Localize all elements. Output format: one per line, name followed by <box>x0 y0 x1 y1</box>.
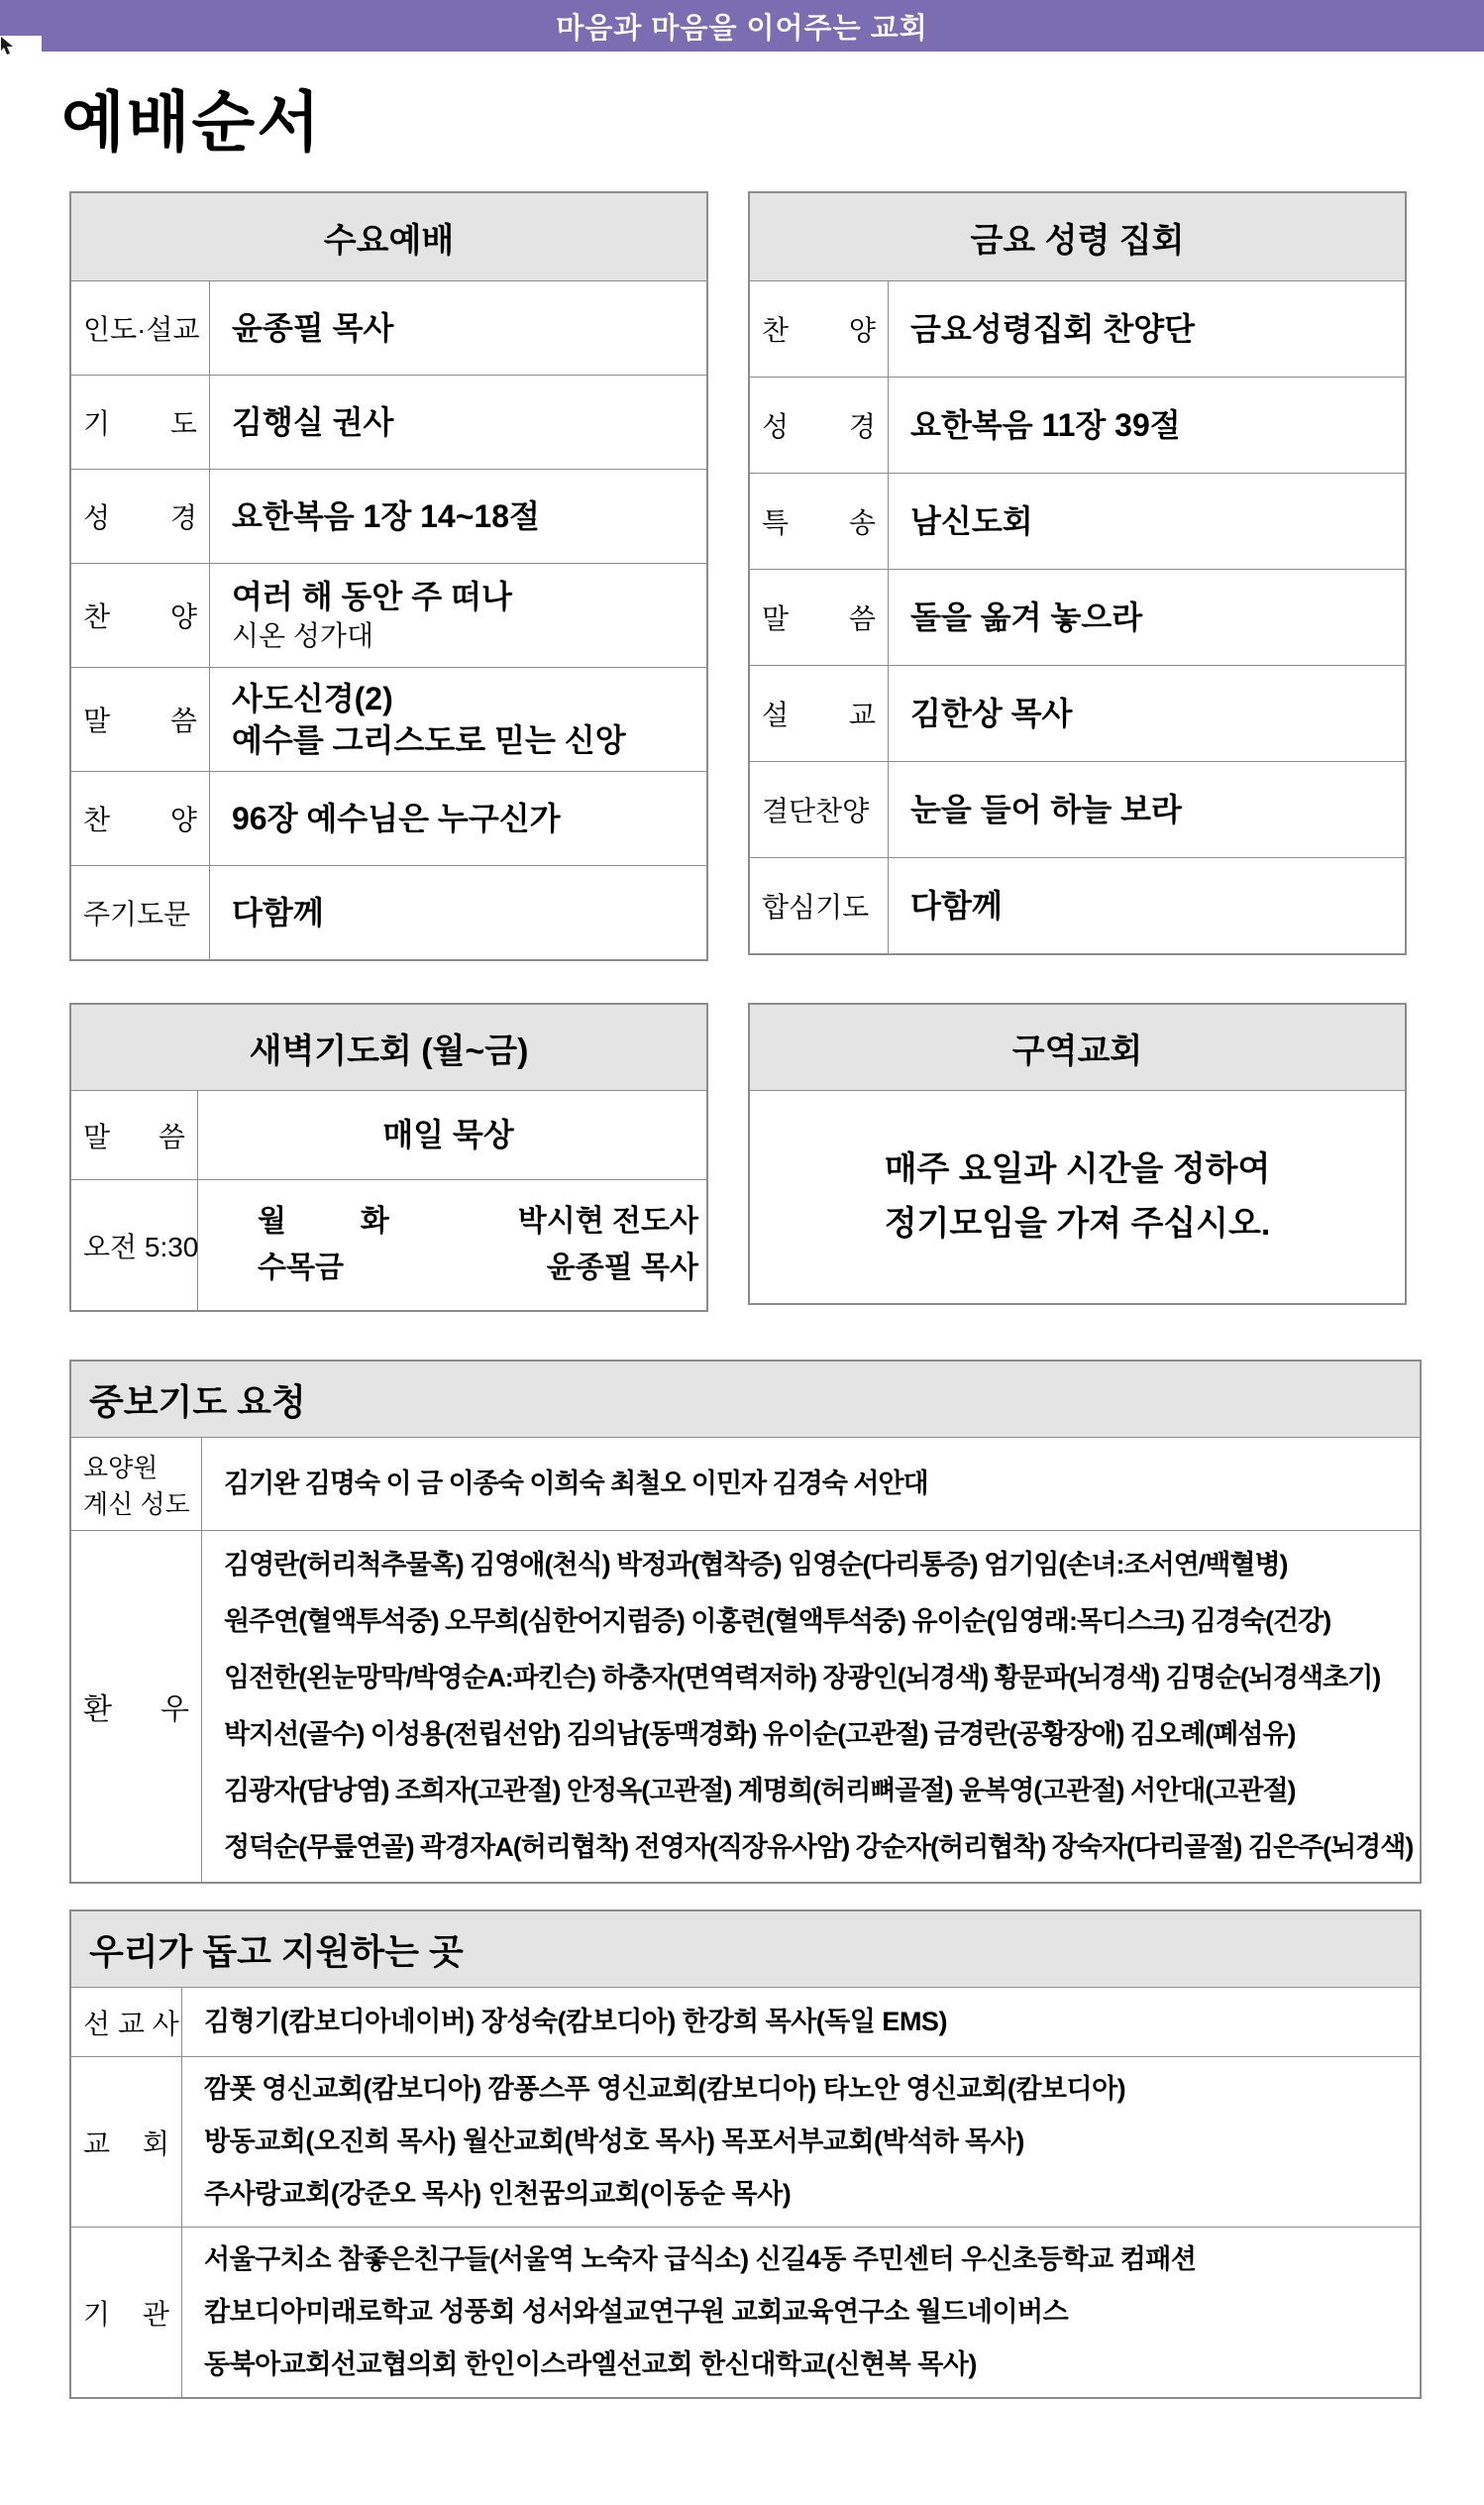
church-line: 깜폿 영신교회(캄보디아) 깜퐁스푸 영신교회(캄보디아) 타노안 영신교회(캄보디아) <box>204 2074 1126 2104</box>
table-row <box>750 665 1405 761</box>
row-value: 요한복음 1장 14~18절 <box>232 497 540 534</box>
district-table-title: 구역교회 <box>750 1005 1405 1090</box>
row-label: 성 경 <box>750 378 889 473</box>
row-label: 성 경 <box>71 470 210 563</box>
row-value: 요한복음 11장 39절 <box>910 406 1181 443</box>
org-line: 동북아교회선교협의회 한인이스라엘선교회 한신대학교(신현복 목사) <box>204 2349 977 2379</box>
table-row <box>750 761 1405 857</box>
schedule-line: 수목금 윤종필 목사 <box>258 1251 698 1284</box>
row-label: 기 관 <box>71 2228 182 2397</box>
table-row <box>71 563 706 667</box>
row-value: 돌을 옮겨 놓으라 <box>910 599 1143 635</box>
row-value: 다함께 <box>910 887 1003 924</box>
support-table <box>69 1909 1422 2399</box>
table-row <box>750 857 1405 953</box>
district-notice-line: 정기모임을 가져 주십시오. <box>884 1205 1271 1243</box>
row-label: 오전 5:30 <box>71 1180 198 1310</box>
table-row <box>71 280 706 375</box>
wednesday-table-title: 수요예배 <box>71 193 706 280</box>
table-row <box>71 2227 1420 2397</box>
org-line: 서울구치소 참좋은친구들(서울역 노숙자 급식소) 신길4동 주민센터 우신초등학교 컴패션 <box>204 2244 1197 2274</box>
church-line: 주사랑교회(강준오 목사) 인천꿈의교회(이동순 목사) <box>204 2179 792 2209</box>
dawn-table-title: 새벽기도회 (월~금) <box>71 1005 706 1090</box>
table-row <box>71 375 706 469</box>
row-value: 여러 해 동안 주 떠나 시온 성가대 <box>232 579 512 651</box>
sick-line: 김광자(담낭염) 조희자(고관절) 안정옥(고관절) 계명희(허리뼈골절) 윤복영(고관절) 서안대(고관절) <box>224 1776 1296 1805</box>
table-row <box>750 473 1405 569</box>
table-row <box>71 1530 1420 1882</box>
row-label: 찬 양 <box>71 564 210 667</box>
table-row <box>750 569 1405 665</box>
intercession-table <box>69 1360 1422 1884</box>
friday-meeting-table <box>748 191 1407 955</box>
dawn-schedule <box>198 1180 706 1310</box>
row-label: 합심기도 <box>750 858 889 953</box>
page-title: 예배순서 <box>61 85 323 159</box>
organization-list <box>182 2228 1420 2397</box>
sick-line: 박지선(골수) 이성용(전립선암) 김의남(동맥경화) 유이순(고관절) 금경란(공황장애) 김오례(폐섬유) <box>224 1719 1296 1749</box>
table-row <box>71 865 706 959</box>
table-row <box>71 667 706 771</box>
table-row <box>750 280 1405 377</box>
nursing-home-members: 김기완 김명숙 이 금 이종숙 이희숙 최철오 이민자 김경숙 서안대 <box>224 1468 928 1498</box>
row-value: 매일 묵상 <box>382 1117 514 1153</box>
row-label: 교 회 <box>71 2057 182 2227</box>
row-label: 선 교 사 <box>71 1988 182 2056</box>
row-label: 찬 양 <box>71 772 210 865</box>
sick-line: 김영란(허리척추물혹) 김영애(천식) 박정과(협착증) 임영순(다리통증) 엄기임(손녀:조서연/백혈병) <box>224 1550 1288 1579</box>
table-row <box>71 1179 706 1310</box>
table-row <box>71 2056 1420 2227</box>
support-table-title: 우리가 돕고 지원하는 곳 <box>71 1911 1420 1987</box>
row-label: 인도·설교 <box>71 281 210 375</box>
row-value: 눈을 들어 하늘 보라 <box>910 791 1182 827</box>
row-label: 특 송 <box>750 474 889 569</box>
row-value: 96장 예수님은 누구신가 <box>232 800 561 836</box>
row-label: 말 씀 <box>71 1091 198 1179</box>
row-label: 환 우 <box>71 1531 202 1882</box>
row-value: 금요성령집회 찬양단 <box>910 310 1196 347</box>
row-value: 남신도회 <box>910 502 1033 539</box>
row-label: 찬 양 <box>750 281 889 377</box>
schedule-line: 월 화 박시현 전도사 <box>258 1205 698 1238</box>
sick-members-list <box>202 1531 1420 1882</box>
row-value: 윤종필 목사 <box>232 309 394 346</box>
wednesday-worship-table <box>69 191 708 961</box>
row-label: 주기도문 <box>71 866 210 959</box>
church-slogan: 마음과 마음을 이어주는 교회 <box>556 12 928 45</box>
row-value: 김한상 목사 <box>910 695 1073 731</box>
intercession-table-title: 중보기도 요청 <box>71 1361 1420 1437</box>
district-church-table <box>748 1003 1407 1305</box>
friday-table-title: 금요 성령 집회 <box>750 193 1405 280</box>
row-label: 말 씀 <box>71 668 210 771</box>
dawn-prayer-table <box>69 1003 708 1312</box>
table-row <box>71 771 706 865</box>
table-row <box>71 469 706 563</box>
district-notice <box>750 1090 1405 1303</box>
church-line: 방동교회(오진희 목사) 월산교회(박성호 목사) 목포서부교회(박석하 목사) <box>204 2126 1024 2156</box>
row-label: 설 교 <box>750 666 889 761</box>
table-row <box>71 1987 1420 2056</box>
row-value: 김행실 권사 <box>232 403 394 440</box>
church-banner <box>0 0 1484 52</box>
table-row <box>750 377 1405 473</box>
row-label: 요양원 계신 성도 <box>71 1438 202 1530</box>
table-row <box>71 1090 706 1179</box>
church-list <box>182 2057 1420 2227</box>
row-label: 말 씀 <box>750 570 889 665</box>
sick-line: 원주연(혈액투석중) 오무희(심한어지럼증) 이홍련(혈액투석중) 유이순(임영래:목디스크) 김경숙(건강) <box>224 1606 1331 1636</box>
district-notice-line: 매주 요일과 시간을 정하여 <box>884 1149 1271 1188</box>
row-value: 사도신경(2) 예수를 그리스도로 믿는 신앙 <box>232 680 626 758</box>
sick-line: 정덕순(무릎연골) 곽경자A(허리협착) 전영자(직장유사암) 강순자(허리협착) 장숙자(다리골절) 김은주(뇌경색) <box>224 1832 1414 1862</box>
row-label: 기 도 <box>71 376 210 469</box>
table-row <box>71 1437 1420 1530</box>
sick-line: 임전한(왼눈망막/박영순A:파킨슨) 하충자(면역력저하) 장광인(뇌경색) 황문파(뇌경색) 김명순(뇌경색초기) <box>224 1663 1381 1692</box>
mouse-cursor-artifact <box>0 36 18 55</box>
row-label: 결단찬양 <box>750 762 889 857</box>
row-value: 다함께 <box>232 894 324 930</box>
missionary-list: 김형기(캄보디아네이버) 장성숙(캄보디아) 한강희 목사(독일 EMS) <box>204 2007 947 2036</box>
org-line: 캄보디아미래로학교 성풍회 성서와설교연구원 교회교육연구소 월드네이버스 <box>204 2297 1069 2327</box>
